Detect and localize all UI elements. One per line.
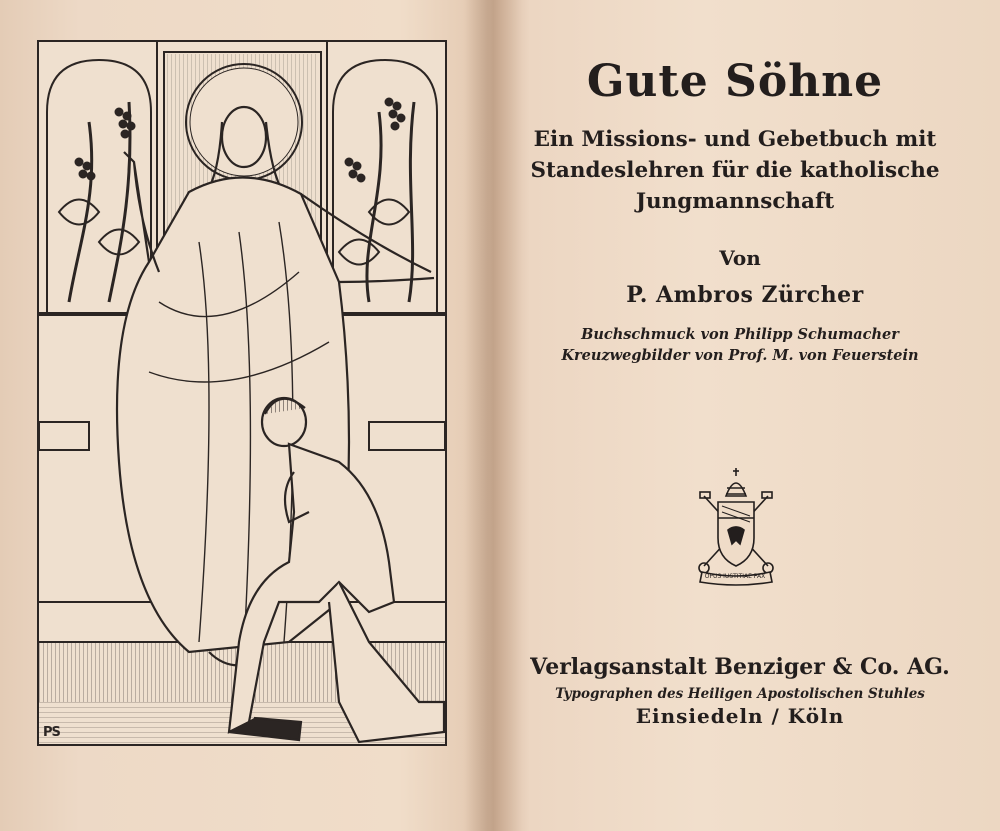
author-name: P. Ambros Zürcher xyxy=(626,282,864,308)
artist-monogram: PS xyxy=(43,725,60,740)
credit-line: Kreuzwegbilder von Prof. M. von Feuerstein xyxy=(561,347,919,364)
illustration-credits xyxy=(540,324,940,366)
book-subtitle xyxy=(505,124,965,217)
credit-line: Buchschmuck von Philipp Schumacher xyxy=(581,326,899,343)
frontispiece-illustration xyxy=(37,40,447,746)
publisher-name: Verlagsanstalt Benziger & Co. AG. xyxy=(530,654,950,680)
subtitle-line: Ein Missions- und Gebetbuch mit xyxy=(533,127,937,152)
publisher-subtitle: Typographen des Heiligen Apostolischen Stuhles xyxy=(555,686,925,702)
subtitle-line: Standeslehren für die katholische xyxy=(530,158,940,183)
engraving-artwork xyxy=(39,42,445,744)
emblem-motto: OPUS IUSTITIAE PAX xyxy=(704,573,766,580)
subtitle-line: Jungmannschaft xyxy=(635,189,835,214)
publication-place: Einsiedeln / Köln xyxy=(635,704,845,728)
by-label: Von xyxy=(719,246,761,270)
book-title: Gute Söhne xyxy=(586,56,884,107)
